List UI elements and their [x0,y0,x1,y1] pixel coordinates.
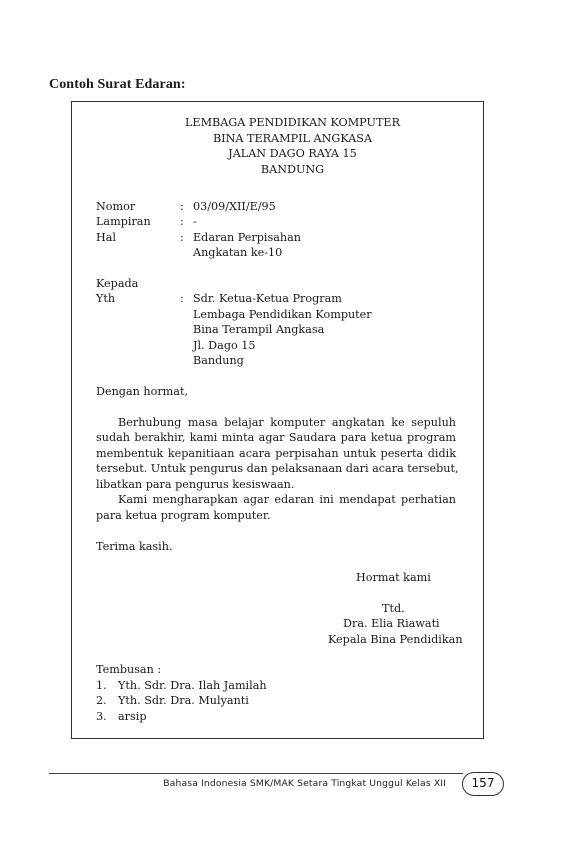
closing: Terima kasih. [96,540,173,553]
letterhead-line: LEMBAGA PENDIDIKAN KOMPUTER [184,116,400,129]
page-heading: Contoh Surat Edaran: [49,77,186,92]
signature-position: Kepala Bina Pendidikan [328,633,463,646]
body-line: sudah berakhir, kami minta agar Saudara para ketua program [96,431,456,444]
kepada-label: Kepada [96,277,139,290]
recipient-line: Lembaga Pendidikan Komputer [193,308,372,321]
colon: : [180,215,184,228]
recipient-line: Bandung [193,354,244,367]
lampiran-label: Lampiran [96,215,151,228]
colon: : [180,231,184,244]
lampiran-value: - [193,215,197,228]
hal-value: Edaran Perpisahan [193,231,302,244]
body-line: para ketua program komputer. [96,509,271,522]
body-line: membentuk kepanitiaan acara perpisahan untuk peserta didik [96,447,456,460]
tembusan-item: arsip [118,710,147,723]
colon: : [180,200,184,213]
signature-name: Dra. Elia Riawati [343,617,440,630]
signature-ttd: Ttd. [382,602,405,615]
body-line: Berhubung masa belajar komputer angkatan ke sepuluh [118,416,456,429]
salutation: Dengan hormat, [96,385,189,398]
nomor-value: 03/09/XII/E/95 [193,200,276,213]
letterhead-line: JALAN DAGO RAYA 15 [228,147,357,160]
letterhead-line: BANDUNG [260,163,325,176]
tembusan-number: 3. [96,710,107,723]
signature-greeting: Hormat kami [356,571,431,584]
colon: : [180,292,184,305]
tembusan-item: Yth. Sdr. Dra. Mulyanti [118,694,249,707]
hal-label: Hal [96,231,117,244]
hal-value: Angkatan ke-10 [193,246,283,259]
tembusan-number: 2. [96,694,107,707]
body-line: libatkan para pengurus kesiswaan. [96,478,295,491]
nomor-label: Nomor [96,200,136,213]
recipient-line: Jl. Dago 15 [193,339,256,352]
tembusan-label: Tembusan : [96,663,162,676]
body-line: Kami mengharapkan agar edaran ini mendapat perhatian [118,493,456,506]
letterhead-line: BINA TERAMPIL ANGKASA [212,132,373,145]
tembusan-number: 1. [96,679,107,692]
yth-label: Yth [96,292,116,305]
tembusan-item: Yth. Sdr. Dra. Ilah Jamilah [118,679,267,692]
footer-rule [49,773,463,774]
footer-text: Bahasa Indonesia SMK/MAK Setara Tingkat Unggul Kelas XII [163,778,446,789]
recipient-line: Bina Terampil Angkasa [193,323,325,336]
page-number: 157 [462,772,504,796]
body-line: tersebut. Untuk pengurus dan pelaksanaan dari acara tersebut, [96,462,459,475]
recipient-line: Sdr. Ketua-Ketua Program [193,292,342,305]
